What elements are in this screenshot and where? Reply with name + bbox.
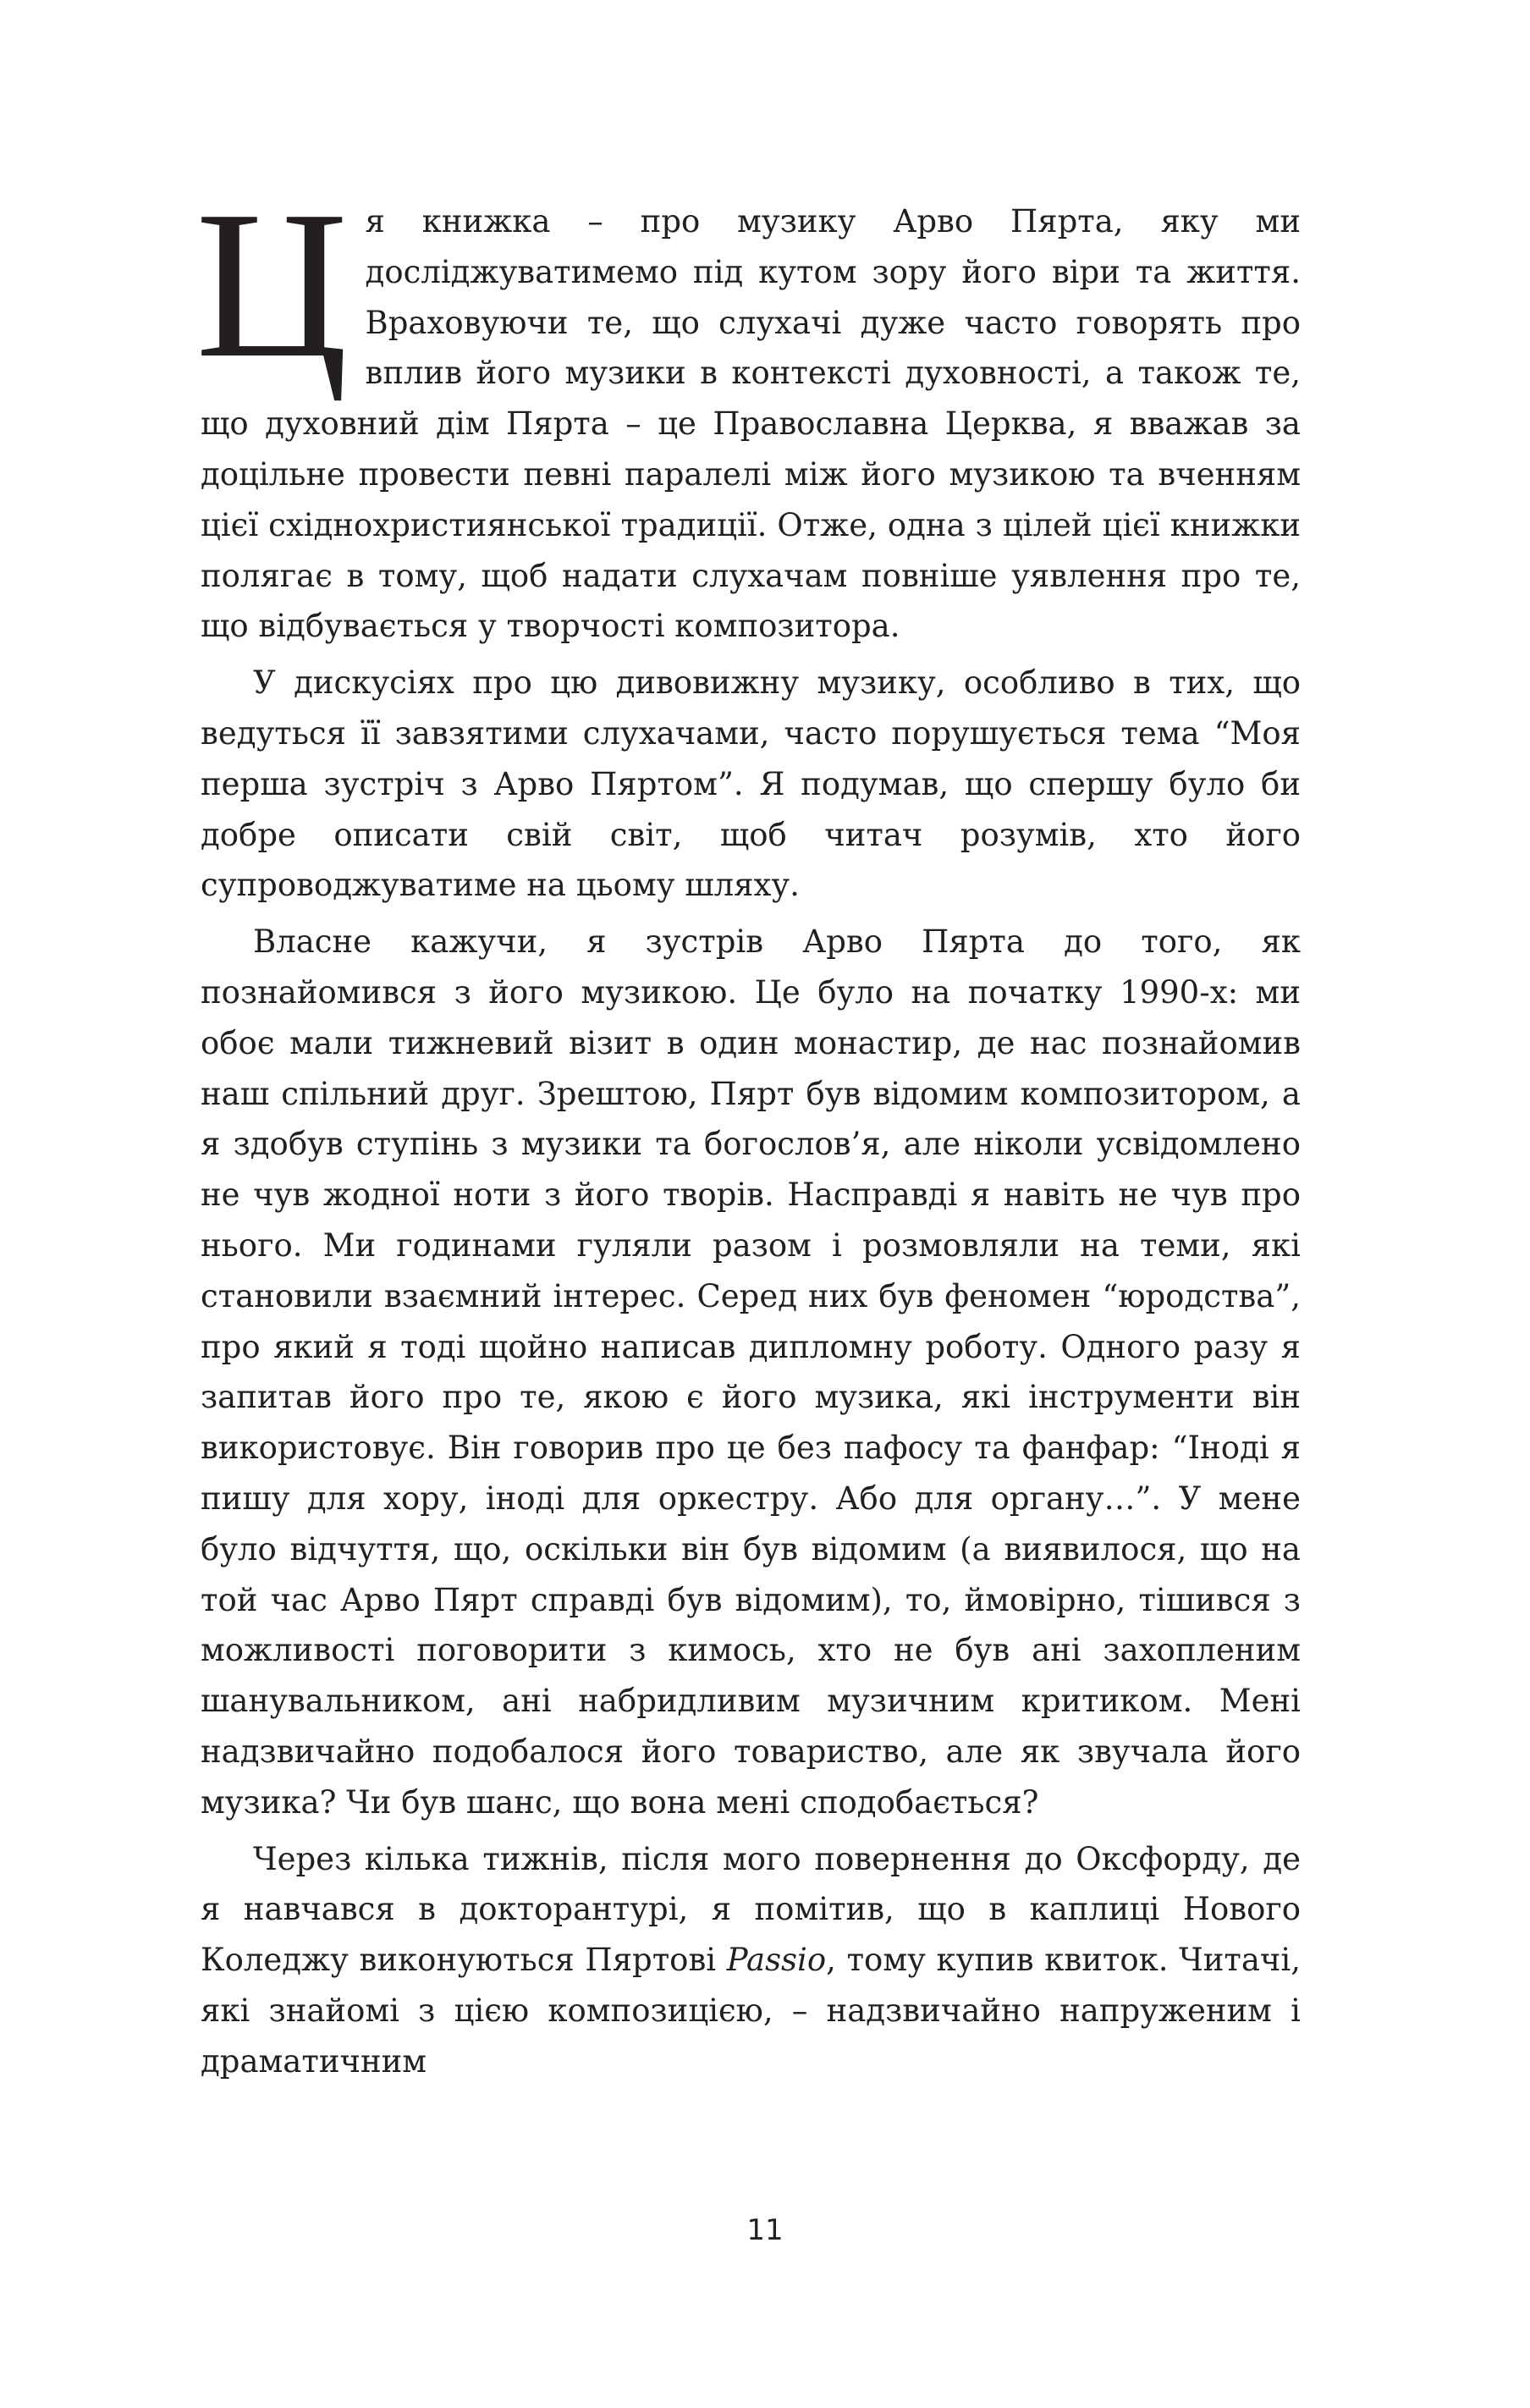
paragraph-1-text: я книжка – про музику Арво Пярта, яку ми досліджуватимемо під кутом зору його віри та життя. Враховуючи те, що слухачі дуже часто говорять про вплив його музики в контексті духовності, а також те, що духовний дім Пярта – це Православна Церква, я вважав за доцільне провести певні паралелі між його музикою та вченням цієї східнохристиянської традиції. Отже, одна з цілей цієї книжки полягає в тому, щоб надати слухачам повніше уявлення про те, що відбувається у творчості композитора. (201, 203, 1301, 645)
paragraph-4 (201, 1834, 1301, 2087)
paragraph-4-italic-title: Passio (726, 1942, 827, 1979)
paragraph-4-text-before: Через кілька тижнів, після мого повернення до Оксфорду, де я навчався в докторантурі, я помітив, що в каплиці Нового Коледжу виконуються Пяртові (201, 1840, 1301, 1979)
paragraph-3-text: Власне кажучи, я зустрів Арво Пярта до того, як познайомився з його музикою. Це було на початку 1990-х: ми обоє мали тижневий візит в один монастир, де нас познайомив наш спільний друг. Зрештою, Пярт був відомим композитором, а я здобув ступінь з музики та богослов’я, але ніколи усвідомлено не чув жодної ноти з його творів. Насправді я навіть не чув про нього. Ми годинами гуляли разом і розмовляли на теми, які становили взаємний інтерес. Серед них був феномен “юродства”, про який я тоді щойно написав дипломну роботу. Одного разу я запитав його про те, якою є його музика, які інструменти він використовує. Він говорив про це без пафосу та фанфар: “Іноді я пишу для хору, іноді для оркестру. Або для органу…”. У мене було відчуття, що, оскільки він був відомим (а виявилося, що на той час Арво Пярт справді був відомим), то, ймовірно, тішився з можливості поговорити з кимось, хто не був ані захопленим шанувальником, ані набридливим музичним критиком. Мені надзвичайно подобалося його товариство, але як звучала його музика? Чи був шанс, що вона мені сподобається? (201, 923, 1301, 1821)
page-number: 11 (746, 2213, 784, 2247)
drop-cap: Ц (195, 168, 349, 402)
paragraph-2 (201, 658, 1301, 911)
paragraph-4-text-after: , тому купив квиток. Читачі, які знайомі з цією композицією, – надзвичайно напруженим і драматичним (201, 1942, 1301, 2080)
paragraph-1 (195, 168, 1301, 652)
body-text (195, 168, 1301, 2092)
paragraph-2-text: У дискусіях про цю дивовижну музику, особливо в тих, що ведуться її завзятими слухачами, часто порушується тема “Моя перша зустріч з Арво Пяртом”. Я подумав, що спершу було би добре описати свій світ, щоб читач розумів, хто його супроводжуватиме на цьому шляху. (201, 664, 1301, 904)
paragraph-3 (201, 917, 1301, 1827)
